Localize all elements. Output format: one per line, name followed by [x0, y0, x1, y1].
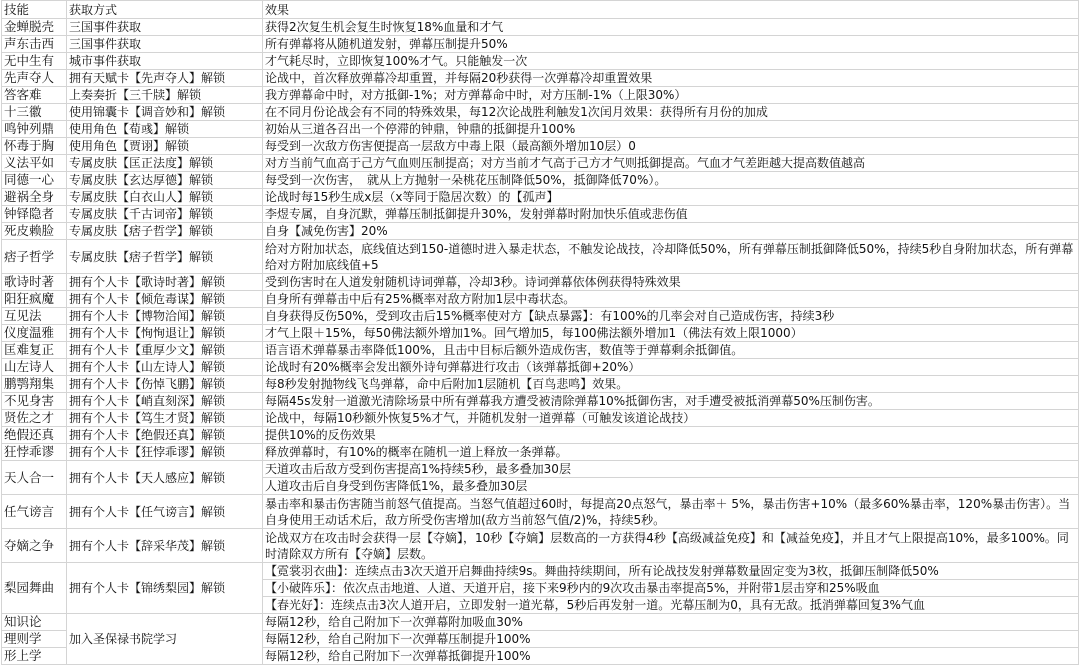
skill-name: 阳狂疯魔 [2, 291, 67, 308]
skill-source: 拥有个人卡【倾危毒谋】解锁 [67, 291, 263, 308]
skill-name: 十三徽 [2, 104, 67, 121]
table-row [2, 291, 1079, 308]
skill-name: 鸣钟列鼎 [2, 121, 67, 138]
skill-source: 专属皮肤【白衣山人】解锁 [67, 189, 263, 206]
skill-source: 拥有个人卡【绝假还真】解锁 [67, 427, 263, 444]
skill-effect: 【春光好】：连续点击3次人道开启，立即发射一道光幕，5秒后再发射一道。光幕压制为0，具有无敌。抵消弹幕回复3%气血 [263, 597, 1079, 614]
skill-name: 山左诗人 [2, 359, 67, 376]
skill-name: 梨园舞曲 [2, 563, 67, 614]
table-row [2, 206, 1079, 223]
skill-effect: 才气耗尽时，立即恢复100%才气。只能触发一次 [263, 53, 1079, 70]
skill-name: 歌诗时著 [2, 274, 67, 291]
table-row [2, 461, 1079, 478]
skill-effect: 李煜专属，自身沉默，弹幕压制抵御提升30%，发射弹幕时附加快乐值或悲伤值 [263, 206, 1079, 223]
skill-effect: 每隔12秒，给自己附加下一次弹幕附加吸血30% [263, 614, 1079, 631]
table-row [2, 155, 1079, 172]
skill-effect: 我方弹幕命中时，对方抵御-1%；对方弹幕命中时，对方压制-1%（上限30%） [263, 87, 1079, 104]
table-row [2, 529, 1079, 563]
table-row [2, 36, 1079, 53]
table-row [2, 359, 1079, 376]
skill-effect: 暴击率和暴击伤害随当前怒气值提高。当怒气值超过60时，每提高20点怒气，暴击率＋ 5%，暴击伤害+10%（最多60%暴击率，120%暴击伤害）。当自身使用王动话术后，敌方所受伤害增加(敌方当前怒气值/2)%，持续5秒。 [263, 495, 1079, 529]
skill-source: 专属皮肤【玄达厚德】解锁 [67, 172, 263, 189]
table-row [2, 325, 1079, 342]
skill-source: 拥有个人卡【峭直刻深】解锁 [67, 393, 263, 410]
skill-source: 拥有个人卡【恂恂退让】解锁 [67, 325, 263, 342]
table-row [2, 19, 1079, 36]
table-row [2, 427, 1079, 444]
table-row [2, 189, 1079, 206]
table-row [2, 240, 1079, 274]
table-row [2, 393, 1079, 410]
header-effect: 效果 [263, 1, 1079, 19]
skill-effect: 每受到一次敌方伤害便提高一层敌方中毒上限（最高额外增加10层）0 [263, 138, 1079, 155]
skill-name: 仪度温雅 [2, 325, 67, 342]
skill-effect: 【霓裳羽衣曲】：连续点击3次天道开启舞曲持续9s。舞曲持续期间，所有论战技发射弹幕数量固定变为3枚，抵御压制降低50% [263, 563, 1079, 580]
skill-effect: 在不同月份论战会有不同的特殊效果，每12次论战胜利触发1次闰月效果：获得所有月份的加成 [263, 104, 1079, 121]
skill-source: 拥有个人卡【辞采华茂】解锁 [67, 529, 263, 563]
skill-source: 城市事件获取 [67, 53, 263, 70]
skill-effect: 人道攻击后自身受到伤害降低1%，最多叠加30层 [263, 478, 1079, 495]
skill-name: 同德一心 [2, 172, 67, 189]
skill-source: 拥有个人卡【狂悖乖谬】解锁 [67, 444, 263, 461]
skill-source: 拥有个人卡【伤悼飞鹏】解锁 [67, 376, 263, 393]
skill-name: 贤佐之才 [2, 410, 67, 427]
skill-effect: 论战时每15秒生成x层（x等同于隐居次数）的【孤声】 [263, 189, 1079, 206]
skill-source: 使用角色【荀彧】解锁 [67, 121, 263, 138]
skill-name: 匡难复正 [2, 342, 67, 359]
skill-name: 任气谤言 [2, 495, 67, 529]
skill-effect: 所有弹幕将从随机道发射，弹幕压制提升50% [263, 36, 1079, 53]
table-row [2, 172, 1079, 189]
skill-effect: 论战中，每隔10秒额外恢复5%才气，并随机发射一道弹幕（可触发该道论战技） [263, 410, 1079, 427]
table-row [2, 495, 1079, 529]
table-row [2, 138, 1079, 155]
skill-name: 互见法 [2, 308, 67, 325]
skill-effect: 每隔45s发射一道激光清除场景中所有弹幕我方遭受被清除弹幕10%抵御伤害，对手遭受被抵消弹幕50%压制伤害。 [263, 393, 1079, 410]
table-row [2, 121, 1079, 138]
skill-effect: 论战双方在攻击时会获得一层【夺嫡】，10秒【夺嫡】层数高的一方获得4秒【高级减益免疫】和【减益免疫】，并且才气上限提高10%，最多100%。同时清除双方所有【夺嫡】层数。 [263, 529, 1079, 563]
skill-effect: 论战中，首次释放弹幕冷却重置，并每隔20秒获得一次弹幕冷却重置效果 [263, 70, 1079, 87]
skill-effect: 提供10%的反伤效果 [263, 427, 1079, 444]
skill-name: 形上学 [2, 648, 67, 665]
skill-effect: 论战时有20%概率会发出额外诗句弹幕进行攻击（该弹幕抵御+20%） [263, 359, 1079, 376]
skill-name: 痞子哲学 [2, 240, 67, 274]
table-row [2, 70, 1079, 87]
skill-source: 拥有个人卡【天人感应】解锁 [67, 461, 263, 495]
skill-source: 拥有个人卡【锦绣梨园】解锁 [67, 563, 263, 614]
table-row [2, 410, 1079, 427]
skill-source: 使用锦囊卡【调音妙和】解锁 [67, 104, 263, 121]
skill-name: 死皮赖脸 [2, 223, 67, 240]
table-row [2, 444, 1079, 461]
table-row [2, 376, 1079, 393]
skill-source: 拥有个人卡【歌诗时著】解锁 [67, 274, 263, 291]
skill-effect: 释放弹幕时，有10%的概率在随机一道上释放一条弹幕。 [263, 444, 1079, 461]
skill-source: 专属皮肤【千古词帝】解锁 [67, 206, 263, 223]
skill-source: 专属皮肤【痞子哲学】解锁 [67, 223, 263, 240]
skill-effect: 给对方附加状态，底线值达到150-道德时进入暴走状态，不触发论战技，冷却降低50%，所有弹幕压制抵御降低50%，持续5秒自身附加状态，所有弹幕给对方附加底线值+5 [263, 240, 1079, 274]
skill-source: 专属皮肤【匡正法度】解锁 [67, 155, 263, 172]
skill-name: 狂悖乖谬 [2, 444, 67, 461]
skill-source: 拥有个人卡【笃生才贤】解锁 [67, 410, 263, 427]
skill-source: 三国事件获取 [67, 19, 263, 36]
skill-name: 理则学 [2, 631, 67, 648]
skill-effect: 每隔12秒，给自己附加下一次弹幕压制提升100% [263, 631, 1079, 648]
skill-name: 知识论 [2, 614, 67, 631]
skill-effect: 获得2次复生机会复生时恢复18%血量和才气 [263, 19, 1079, 36]
skill-name: 先声夺人 [2, 70, 67, 87]
skill-source: 拥有天赋卡【先声夺人】解锁 [67, 70, 263, 87]
skill-name: 夺嫡之争 [2, 529, 67, 563]
skill-name: 义法平如 [2, 155, 67, 172]
skill-source: 加入圣保禄书院学习 [67, 614, 263, 665]
skill-effect: 对方当前气血高于己方气血则压制提高；对方当前才气高于己方才气则抵御提高。气血才气差距越大提高数值越高 [263, 155, 1079, 172]
table-row [2, 614, 1079, 631]
table-row [2, 223, 1079, 240]
table-row [2, 104, 1079, 121]
skill-name: 怀毒于胸 [2, 138, 67, 155]
table-row [2, 563, 1079, 580]
header-row [2, 1, 1079, 19]
header-source: 获取方式 [67, 1, 263, 19]
skill-name: 钟铎隐者 [2, 206, 67, 223]
skill-name: 避祸全身 [2, 189, 67, 206]
table-row [2, 87, 1079, 104]
skill-source: 上奏奏折【三千牍】解锁 [67, 87, 263, 104]
skill-effect: 天道攻击后敌方受到伤害提高1%持续5秒，最多叠加30层 [263, 461, 1079, 478]
skill-effect: 每隔12秒，给自己附加下一次弹幕抵御提升100% [263, 648, 1079, 665]
skill-effect: 【小破阵乐】：依次点击地道、人道、天道开启，接下来9秒内的9次攻击暴击率提高5%，并附带1层击穿和25%吸血 [263, 580, 1079, 597]
skill-effect: 才气上限＋15%，每50佛法额外增加1%。回气增加5，每100佛法额外增加1（佛法有效上限1000） [263, 325, 1079, 342]
header-skill: 技能 [2, 1, 67, 19]
table-row [2, 308, 1079, 325]
table-row [2, 274, 1079, 291]
skill-source: 使用角色【贾诩】解锁 [67, 138, 263, 155]
skill-name: 无中生有 [2, 53, 67, 70]
skill-effect: 自身获得反伤50%，受到攻击后15%概率使对方【缺点暴露】：有100%的几率会对自己造成伤害，持续3秒 [263, 308, 1079, 325]
skill-name: 绝假还真 [2, 427, 67, 444]
skill-source: 拥有个人卡【山左诗人】解锁 [67, 359, 263, 376]
skill-effect: 初始从三道各召出一个停滞的钟鼎，钟鼎的抵御提升100% [263, 121, 1079, 138]
skill-effect: 受到伤害时在人道发射随机诗词弹幕，冷却3秒。诗词弹幕依体例获得特殊效果 [263, 274, 1079, 291]
skill-name: 天人合一 [2, 461, 67, 495]
skill-source: 三国事件获取 [67, 36, 263, 53]
skill-source: 拥有个人卡【重厚少文】解锁 [67, 342, 263, 359]
skill-effect: 语言语术弹幕暴击率降低100%，且击中目标后额外造成伤害，数值等于弹幕剩余抵御值。 [263, 342, 1079, 359]
table-row [2, 53, 1079, 70]
skill-source: 拥有个人卡【任气谤言】解锁 [67, 495, 263, 529]
skill-name: 金蝉脱壳 [2, 19, 67, 36]
skill-name: 答客难 [2, 87, 67, 104]
skill-source: 拥有个人卡【博物洽闻】解锁 [67, 308, 263, 325]
skill-effect: 每8秒发射抛物线飞鸟弹幕，命中后附加1层随机【百鸟悲鸣】效果。 [263, 376, 1079, 393]
skill-table [1, 0, 1079, 665]
skill-name: 不见身害 [2, 393, 67, 410]
skill-name: 声东击西 [2, 36, 67, 53]
table-row [2, 342, 1079, 359]
skill-effect: 自身所有弹幕击中后有25%概率对敌方附加1层中毒状态。 [263, 291, 1079, 308]
skill-effect: 每受到一次伤害， 就从上方抛射一朵桃花压制降低50%，抵御降低70%）。 [263, 172, 1079, 189]
skill-name: 鹏鹗翔集 [2, 376, 67, 393]
skill-effect: 自身【减免伤害】20% [263, 223, 1079, 240]
skill-source: 专属皮肤【痞子哲学】解锁 [67, 240, 263, 274]
